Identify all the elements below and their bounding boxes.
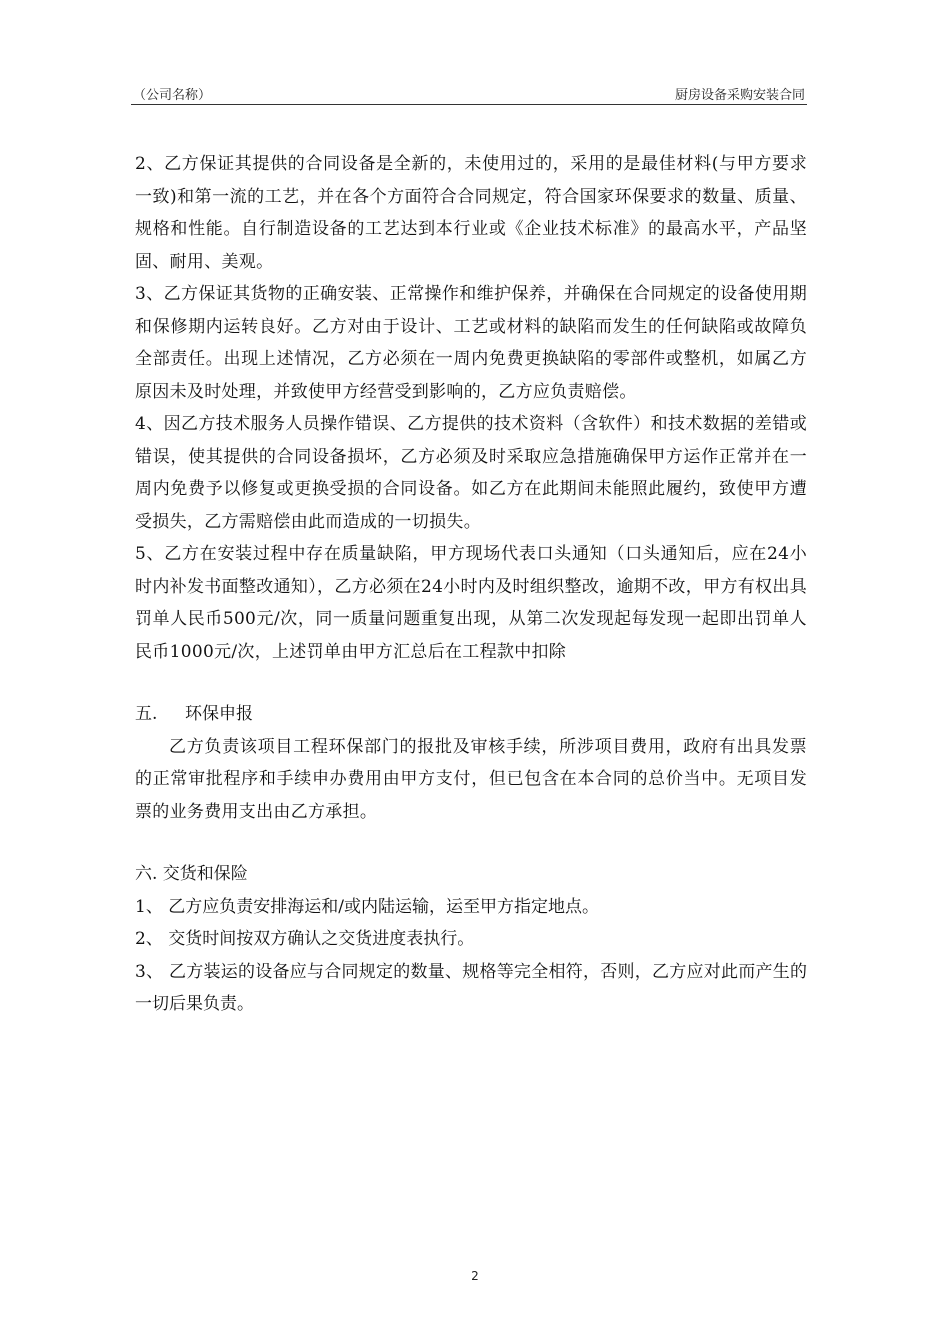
clause-4: 4、因乙方技术服务人员操作错误、乙方提供的技术资料（含软件）和技术数据的差错或错误，使其提供的合同设备损坏，乙方必须及时采取应急措施确保甲方运作正常并在一周内免费予以修复或更换受损的合同设备。如乙方在此期间未能照此履约，致使甲方遭受损失，乙方需赔偿由此而造成的一切损失。 [135,414,807,532]
header-divider [131,104,807,105]
clause-5: 5、乙方在安装过程中存在质量缺陷，甲方现场代表口头通知（口头通知后，应在24小时内补发书面整改通知），乙方必须在24小时内及时组织整改，逾期不改，甲方有权出具罚单人民币500元/次，同一质量问题重复出现，从第二次发现起每发现一起即出罚单人民币1000元/次，上述罚单由甲方汇总后在工程款中扣除 [135,544,807,662]
section-5-number: 五. [135,704,158,724]
spacer [135,828,807,858]
section-6-heading: 六. 交货和保险 [135,864,248,884]
section-5-title: 环保申报 [185,704,253,724]
section-5-body: 乙方负责该项目工程环保部门的报批及审核手续，所涉项目费用，政府有出具发票的正常审批程序和手续申办费用由甲方支付，但已包含在本合同的总价当中。无项目发票的业务费用支出由乙方承担。 [135,736,807,822]
page-header [131,82,807,104]
section-6-item-3: 3、 乙方装运的设备应与合同规定的数量、规格等完全相符，否则，乙方应对此而产生的一切后果负责。 [135,961,807,1014]
section-6-item-1: 1、 乙方应负责安排海运和/或内陆运输，运至甲方指定地点。 [135,896,599,917]
section-6-item-2: 2、 交货时间按双方确认之交货进度表执行。 [135,929,475,949]
clause-3: 3、乙方保证其货物的正确安装、正常操作和维护保养，并确保在合同规定的设备使用期和保修期内运转良好。乙方对由于设计、工艺或材料的缺陷而发生的任何缺陷或故障负全部责任。出现上述情况，乙方必须在一周内免费更换缺陷的零部件或整机，如属乙方原因未及时处理，并致使甲方经营受到影响的，乙方应负责赔偿。 [135,284,807,402]
company-name: （公司名称） [133,88,212,103]
clause-2: 2、乙方保证其提供的合同设备是全新的，未使用过的，采用的是最佳材料(与甲方要求一致)和第一流的工艺，并在各个方面符合合同规定，符合国家环保要求的数量、质量、规格和性能。自行制造设备的工艺达到本行业或《企业技术标准》的最高水平，产品坚固、耐用、美观。 [135,154,807,272]
spacer [135,668,807,698]
page-number: 2 [471,1269,479,1283]
document-title: 厨房设备采购安装合同 [674,88,805,103]
document-body [135,148,807,1021]
section-5-heading [135,698,807,731]
